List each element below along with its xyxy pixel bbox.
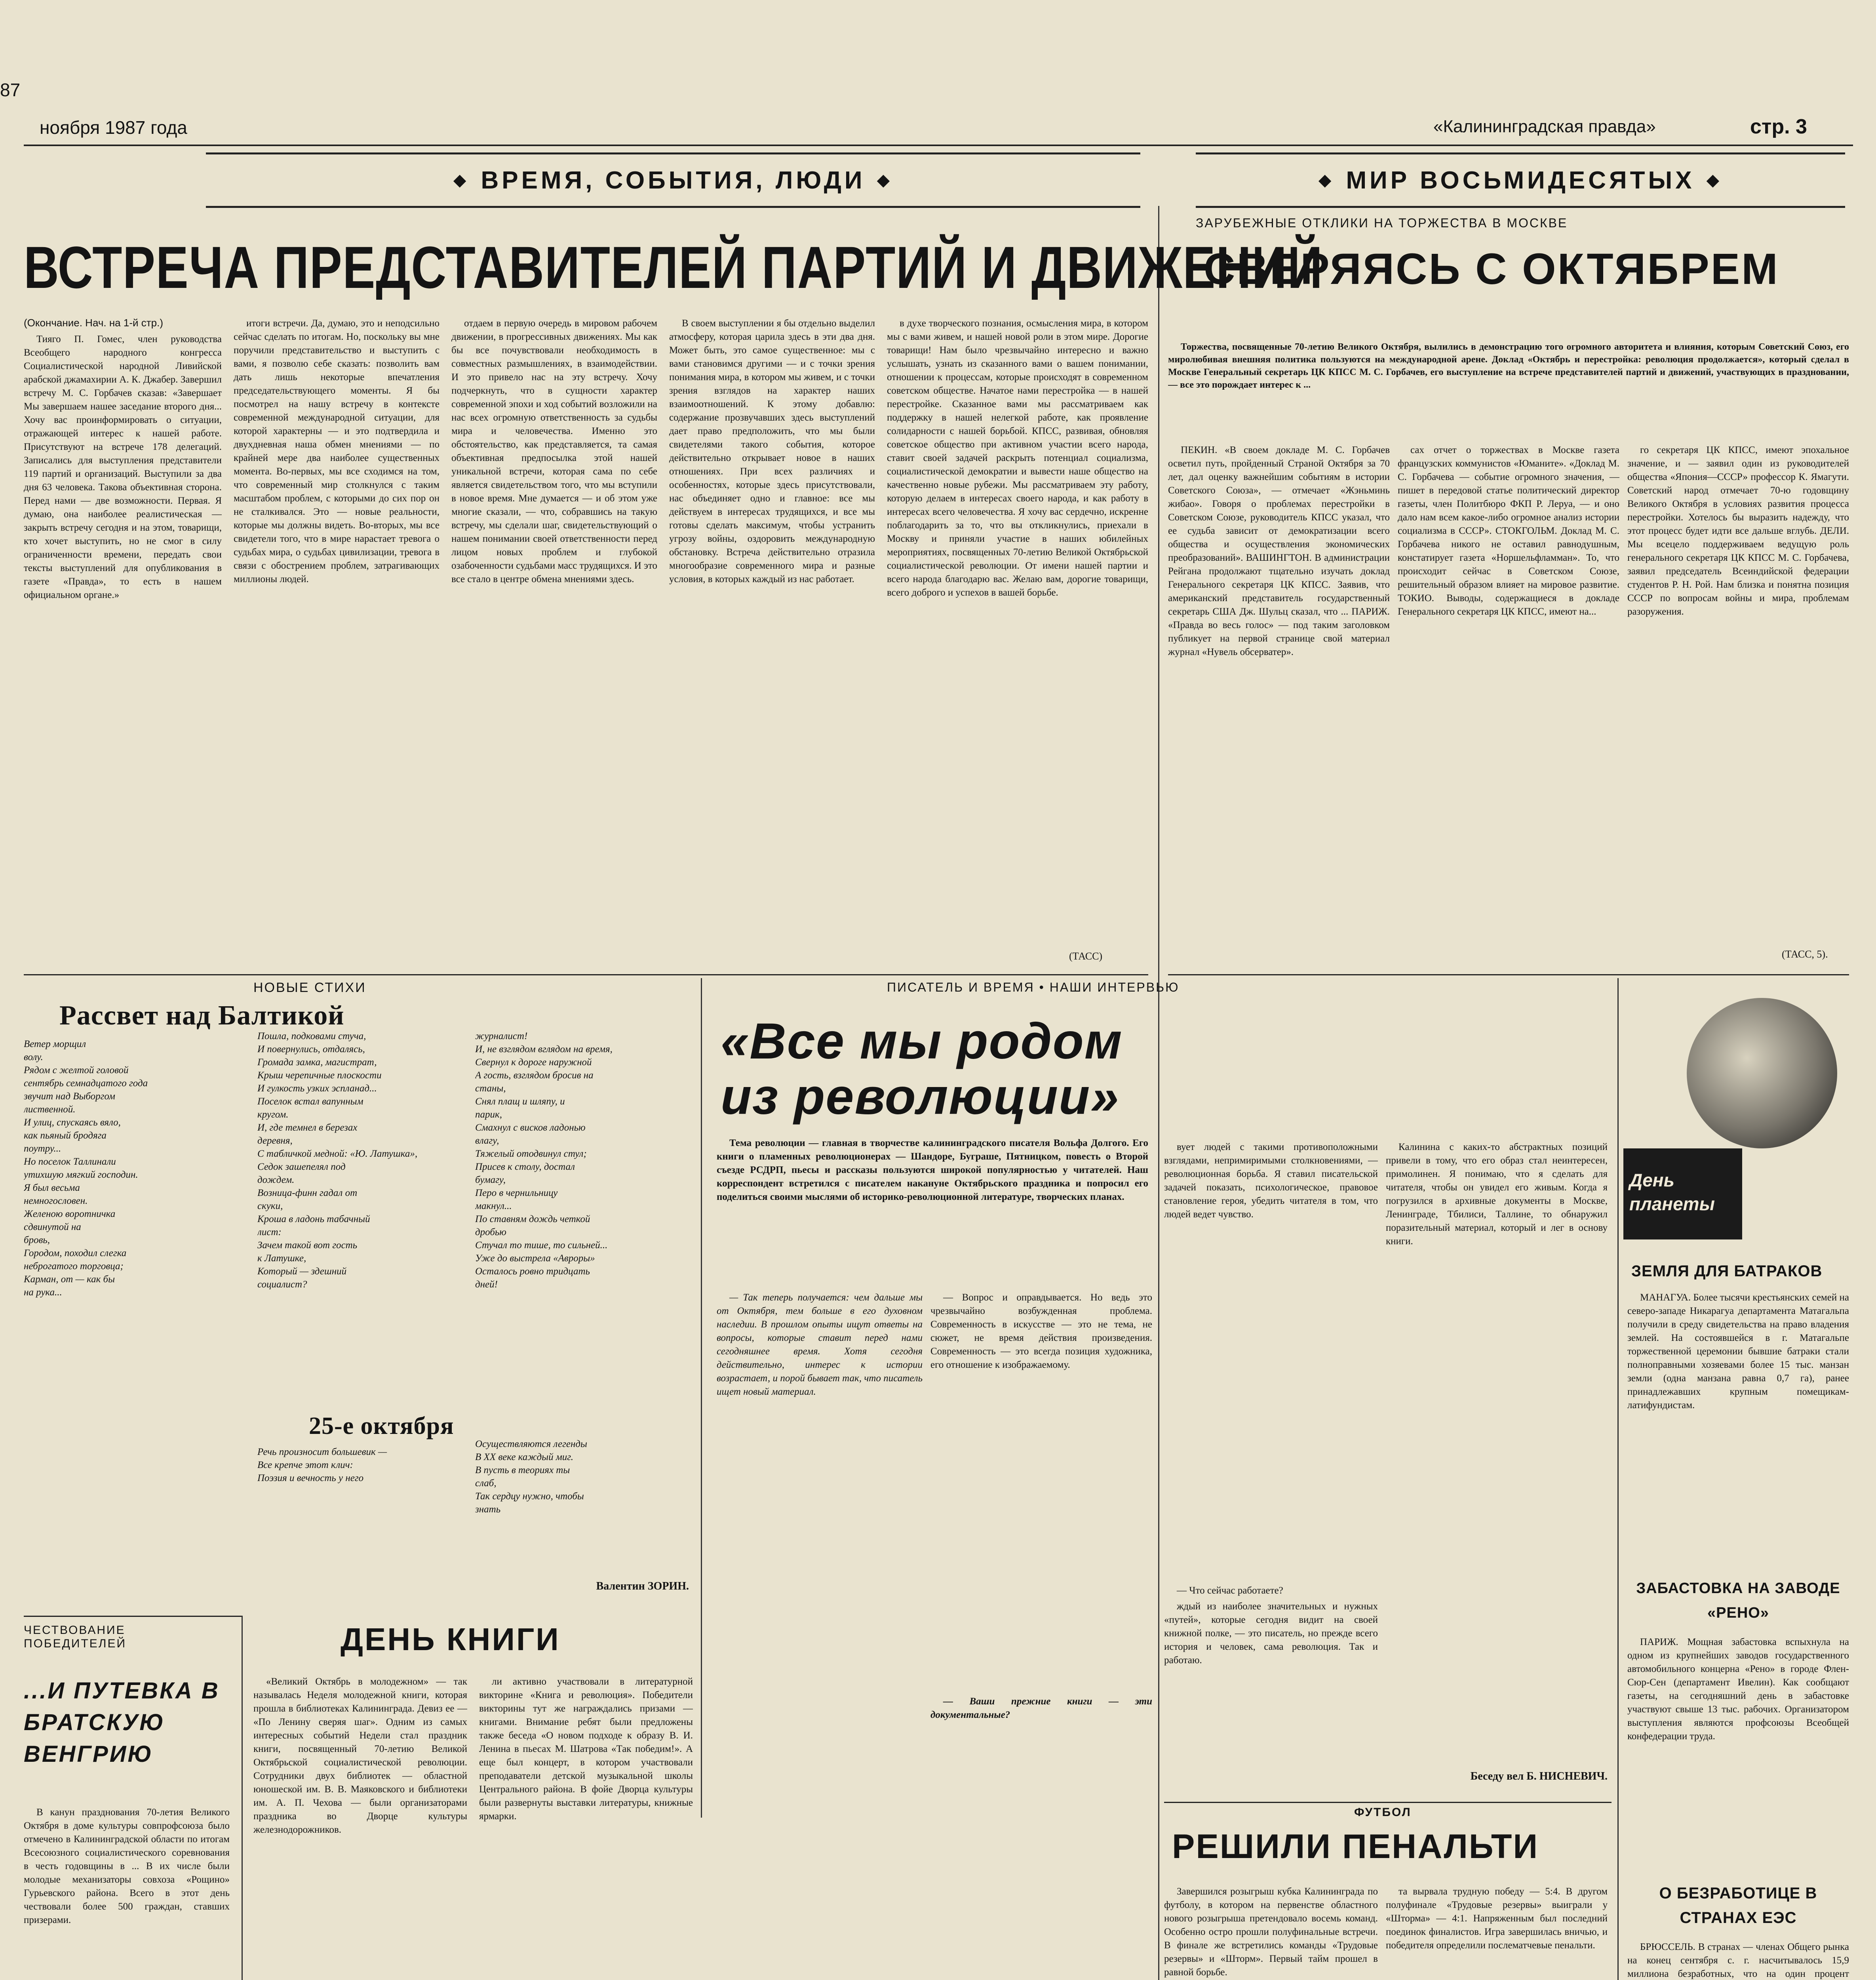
ornament-icon: ◆ (1319, 171, 1334, 189)
section-banner-left (206, 152, 1140, 208)
verses-col-5: Осуществляются легенды В XX веке каждый миг. В пусть в теориях ты слаб, Так сердцу нужно, чтобы знать (475, 1439, 587, 1515)
paragraph: Тема революции — главная в творчестве калининградского писателя Вольфа Долгого. Его книги о пламенных революционерах — Шандоре, Буграше, Пятницком, повесть о Второй съезде РСДРП, пьесы и рассказы пользуются широкой популярностью у читателей. Наш корреспондент встретился с писателем накануне Октябрьского праздника и попросил его поделиться своими мыслями об историко-революционной литературе, творческих планах. (717, 1138, 1148, 1202)
main-story-col-2 (234, 317, 440, 962)
book-day-col-2 (479, 1675, 693, 1980)
planet-s2-body (1627, 1635, 1849, 1873)
main-story-col-1 (24, 333, 222, 962)
verses-author: Валентин ЗОРИН. (596, 1580, 689, 1592)
paragraph: Тияго П. Гомес, член руководства Всеобщего народного конгресса Социалистической народной Ливийской арабской джамахирии А. К. Джабер. Завершил встречу М. С. Горбачев сказав: «Завершает Мы завершаем нашее заседание второго дня... Хочу вас проинформировать о ситуации, отражающей интерес к нашей работе. Присутствуют на встрече 178 делегаций. Записались для выступления представители 119 партий и организаций. Выступили за два дня 63 человека. Такова объективная сторона. Перед нами — две возможности. Первая. Я думаю, она наиболее реалистическая — закрыть встречу сегодня и на этом, товарищи, кто хочет выступить, но не смог в силу ограниченности времени, передать свои тексты выступлений для опубликования в газете «Правда», то есть в нашем официальном органе.» (24, 334, 222, 600)
paragraph: отдаем в первую очередь в мировом рабочем движении, в прогрессивных движениях. Мы как бы все почувствовали необходимость в совместных размышлениях, в взаимодействии. И это привело нас на эту встречу. Хочу подчеркнуть, что в сущности характер современной эпохи и ход событий возложили на нас всех огромную ответственность за судьбы мира и человечества. Именно это обстоятельство, как представляется, та самая объективная предпосылка этой нашей уникальной встречи, которая сама по себе является свидетельством того, что мы вступили в новое время. Мне думается — и об этом уже многие сказали, — что, собравшись на такую встречу, мы сделали шаг, свидетельствующий о нашем понимании своей ответственности перед лицом новых проблем и глубокой озабоченности судьбами масс трудящихся. И это все стало в центре обмена мнениями здесь. (451, 318, 657, 584)
football-col-2 (1386, 1885, 1608, 1980)
paragraph: ПЕКИН. «В своем докладе М. С. Горбачев осветил путь, пройденный Страной Октября за 70 лет, дал оценку важнейшим событиям в истории Советского Союза», — отмечает «Жэньминь жибао». Говоря о проблемах перестройки в Советском Союзе, руководитель КПСС указал, что ее судьба зависит от демократизации всего общества и осуществления экономических преобразований». ВАШИНГТОН. В администрации Рейгана продолжают тщательно изучать доклад Генерального секретаря ЦК КПСС. Заявив, что американский представитель государственный секретарь США Дж. Шульц сказал, что ... ПАРИЖ. «Правда во весь голос» — под таким заголовком публикует на первой странице свой материал журнал «Нувель обсерватер». (1168, 445, 1390, 657)
paragraph: вует людей с такими противоположными взглядами, непримиримыми столкновениями, — революционная борьба. Я ставил писательской задачей показать, психологическое, правовое становление героя, убедить читателя в том, что людей ведет чувство. (1164, 1142, 1378, 1220)
interview-lead (717, 1137, 1148, 1287)
overseas-lead (1168, 341, 1849, 432)
main-story-col-3 (451, 317, 657, 962)
paragraph: ли активно участвовали в литературной викторине «Книга и революция». Победители викторины тут же награждались призами — книгами. Внимание ребят были предложены также беседа «О новом подходе к образу В. И. Ленина в пьесах М. Шатрова «Так победим!». А еще был концерт, в котором участвовали преподаватели детской музыкальной школы Центрального района. В фойе Дворца культуры были развернуты выставки литературы, книжные ярмарки. (479, 1676, 693, 1822)
planet-rubric: День планеты (1629, 1170, 1715, 1214)
planet-s2-title: ЗАБАСТОВКА НА ЗАВОДЕ «РЕНО» (1636, 1580, 1840, 1621)
section-banner-left-text: ВРЕМЯ, СОБЫТИЯ, ЛЮДИ (481, 166, 866, 194)
main-story-source: (ТАСС) (1069, 950, 1103, 962)
issue-date: ноября 1987 года (40, 117, 187, 138)
section-banner-right (1196, 152, 1845, 208)
section-rule (24, 1616, 242, 1617)
globe-icon (1687, 998, 1837, 1148)
verses-col-1: Ветер морщил волу. Рядом с желтой головой сентябрь семнадцатого года звучит над Выборгом лиственной. И улиц, спускаясь вяло, как пьяный бродяга поутру... Но поселок Таллинали утихшую мягкий господин. Я был весьма немногословен. Желеною воротничка сдвинутой на бровь, Городом, походил слегка неброгатого торговца; Карман, от — как бы на рука... (24, 1039, 148, 1298)
interview-col-3 (1164, 1140, 1378, 1576)
paragraph: — Ваши прежние книги — эти документальные? (930, 1696, 1152, 1720)
planet-s1-title: ЗЕМЛЯ ДЛЯ БАТРАКОВ (1631, 1262, 1823, 1280)
book-day-col-1 (253, 1675, 467, 1980)
verses-col-2: Пошла, подковами стуча, И повернулись, отдалясь, Громада замка, магистрат, Крыш черепичные плоскости И гулкость узких эспланад... Поселок встал вапунным кругом. И, где темнел в березах деревня, С табличкой медной: «Ю. Латушка», Седок зашепелял под дождем. Возница-финн гадал от скуки, Кроша в ладонь табачный лист: Зачем такой вот гость к Латушке, Который — здешний социалист? (257, 1031, 418, 1290)
interview-headline: «Все мы родом из революции» (721, 1013, 1123, 1125)
football-rubric: ФУТБОЛ (1354, 1806, 1412, 1819)
section-rule (1164, 1802, 1612, 1803)
paragraph: МАНАГУА. Более тысячи крестьянских семей на северо-западе Никарагуа департамента Матагальпа получили в среду свидетельства на право владения землей. На состоявшейся в г. Матагальпе торжественной церемонии бывшие батраки стали полноправными хозяевами более 15 тыс. манзан земли (одна манзана равна 0,7 га), ранее принадлежавших крупным помещикам-латифундистам. (1627, 1292, 1849, 1411)
paragraph: Завершился розыгрыш кубка Калининграда по футболу, в котором на первенстве областного нового розыгрыша претендовало восемь команд. Особенно остро прошли полуфинальные встречи. В финале же встретились команды «Трудовые резервы» и «Шторм». Первый тайм прошел в равной борьбе. (1164, 1886, 1378, 1978)
overseas-headline: СВЕРЯЯСЬ С ОКТЯБРЕМ (1204, 245, 1779, 293)
football-col-1 (1164, 1885, 1378, 1980)
column-divider (1617, 978, 1619, 1980)
verses-date-title: 25-е октября (309, 1413, 454, 1439)
paragraph: в духе творческого познания, осмысления мира, в котором мы с вами живем, и нашей новой роли в этом мире. Дорогие товарищи! Нам было чрезвычайно интересно и важно услышать, узнать из сказанного вами о вашем понимании, отношении к процессам, которые происходят в современном советском обществе. Начатое нами перестройка — в нашей перестройке. Сказанное вами мы рассматриваем как поддержку в нашей нелегкой работе, как проявление солидарности с нашей борьбой. КПСС, развивая, обновляя советское общество при активном участии всего народа, ставит своей задачей раскрыть потенциал социализма, социалистической демократии и вывести наше общество на качественно новые рубежи. Мы рассматриваем эту работу, которую делаем в интересах своего народа, и как работу в интересах всего человечества. Я хочу вас сердечно, искренне поблагодарить за то, что вы откликнулись, приехали в Москву и приняли участие в наших юбилейных мероприятиях, посвященных 70-летию Великой Октябрьской социалистической революции. От имени нашей партии и всего народа благодарю вас. Желаю вам, дорогие товарищи, всего доброго и успехов в вашей борьбе. (887, 318, 1148, 598)
paragraph: сах отчет о торжествах в Москве газета французских коммунистов «Юманите». «Доклад М. С. Горбачева — событие огромного значения, — пишет в передовой статье политический директор газеты, член Политбюро ФКП Р. Леруа, — и оно дало нам всем какое-либо огромное анализ истории социализма в СССР». СТОКГОЛЬМ. Доклад М. С. Горбачева никого не оставил равнодушным, констатирует газета «Норшельфламман». То, что происходит сейчас в Советском Союзе, решительный образом влияет на мировое развитие. ТОКИО. Выводы, содержащиеся в докладе Генерального секретаря ЦК КПСС, имеют на... (1398, 445, 1619, 617)
page-number-left: 87 (0, 80, 21, 100)
ornament-icon: ◆ (1707, 171, 1722, 189)
interview-col-4 (1164, 1584, 1378, 1806)
paragraph: — Что сейчас работаете? (1177, 1585, 1283, 1596)
paragraph: ждый из наиболее значительных и нужных «путей», которые сегодня видит на своей книжной полке, — это писатель, но прежде всего история и человек, сама революция. Так и работаю. (1164, 1601, 1378, 1666)
overseas-rubric: ЗАРУБЕЖНЫЕ ОТКЛИКИ НА ТОРЖЕСТВА В МОСКВЕ (1196, 216, 1568, 230)
verses-title: Рассвет над Балтикой (59, 1000, 344, 1031)
continuation-note: (Окончание. Нач. на 1-й стр.) (24, 317, 163, 329)
newspaper-name: «Калининградская правда» (1433, 117, 1656, 136)
page-label: стр. 3 (1750, 115, 1807, 138)
interview-col-2b (930, 1695, 1152, 1802)
column-divider (242, 1616, 243, 1980)
interview-col-2 (930, 1291, 1152, 1687)
paragraph: — Так теперь получается: чем дальше мы от Октября, тем больше в его духовном наследии. В прошлом опыты ищут ответы на вопросы, которые ставит перед нами сегодняшнее время. Хотя сегодня действительно, интерес к истории возрастает, и порой бывает так, что писатель ищет новый материал. (717, 1292, 923, 1397)
verses-col-3: журналист! И, не взглядом вглядом на время, Свернул к дороге наружной А гость, взглядом бросив на станы, Снял плащ и шляпу, и парик, Смахнул с висков ладонью влагу, Тяжелый отодвинул стул; Присев к столу, достал бумагу, Перо в чернильницу макнул... По ставням дождь четкой дробью Стучал то тише, то сильней... Уже до выстрела «Авроры» Осталось ровно тридцать дней! (475, 1031, 613, 1290)
paragraph: Калинина с каких-то абстрактных позиций привели в тому, что его образ стал неинтересен, примолинен. Я понимаю, что я сделать для читателя, чтобы он увидел его живым. Когда я погрузился в архивные документы в Москве, Ленинграде, Тбилиси, Таллине, то обнаружил поразительный материал, который и лег в основу книги. (1386, 1142, 1608, 1247)
overseas-col-1 (1168, 444, 1390, 958)
verses-rubric: НОВЫЕ СТИХИ (253, 980, 366, 995)
interview-rubric: ПИСАТЕЛЬ И ВРЕМЯ • НАШИ ИНТЕРВЬЮ (887, 980, 1180, 994)
interview-col-1 (717, 1291, 923, 1802)
ornament-icon: ◆ (453, 171, 469, 189)
paragraph: БРЮССЕЛЬ. В странах — членах Общего рынка на конец сентября с. г. насчитывалось 15,9 миллиона безработных, что на один процент (1627, 1942, 1849, 1979)
column-divider-main (1158, 206, 1159, 1980)
paragraph: В своем выступлении я бы отдельно выделил атмосферу, которая царила здесь в эти два дня. Может быть, это самое существенное: мы с вами становимся другими — и с точки зрения понимания мира, в котором мы живем, и с точки зрения взглядов на характер наших взаимоотношений. К этому добавлю: содержание прозвучавших здесь выступлений дает право предположить, что мы были свидетелями такого события, которое действительно открывает новое в наших отношениях. При всех различиях и особенностях, которые здесь присутствовали, нас объединяет одно и главное: все мы действуем в интересах трудящихся, и все мы готовы сделать максимум, чтобы устранить угрозу войны, оздоровить международную обстановку. Встреча действительно отразила многообразие современного мира и разные условия, в которых каждый из нас работает. (669, 318, 875, 584)
planet-s1-body (1627, 1291, 1849, 1560)
main-headline: ВСТРЕЧА ПРЕДСТАВИТЕЛЕЙ ПАРТИЙ И ДВИЖЕНИЙ (24, 234, 1323, 301)
planet-s3-title: О БЕЗРАБОТИЦЕ В СТРАНАХ ЕЭС (1659, 1885, 1817, 1927)
paragraph: ПАРИЖ. Мощная забастовка вспыхнула на одном из крупнейших заводов государственного автомобильного концерна «Рено» в городе Флен-Сюр-Сен (департамент Ивелин). Как сообщают газеты, на сегодняшний день в забастовке участвуют свыше 13 тыс. рабочих. Организатором выступления являются профсоюзы Всеобщей конфедерации труда. (1627, 1637, 1849, 1742)
tourist-rubric: ЧЕСТВОВАНИЕ ПОБЕДИТЕЛЕЙ (24, 1624, 127, 1650)
verses-col-4: Речь произносит большевик — Все крепче этот клич: Поэзия и вечность у него (257, 1447, 387, 1483)
interview-author: Беседу вел Б. НИСНЕВИЧ. (1470, 1770, 1608, 1782)
paragraph: — Вопрос и оправдывается. Но ведь это чрезвычайно возбужденная проблема. Современность в искусстве — это не тема, не сюжет, не время действия произведения. Современность — это всегда позиция художника, его отношение к изображаемому. (930, 1292, 1152, 1370)
ornament-icon: ◆ (877, 171, 893, 189)
paragraph: Торжества, посвященные 70-летию Великого Октября, вылились в демонстрацию того огромного авторитета и влияния, которым Советский Союз, его миролюбивая внешняя политика пользуются на международной арене. Доклад «Октябрь и перестройка: революция продолжается», который сделал в Москве Генеральный секретарь ЦК КПСС М. С. Горбачев, его выступление на встрече представителей партий и движений, участвующих в праздновании, — все это порождает интерес к ... (1168, 342, 1849, 390)
section-rule (24, 974, 1148, 975)
interview-col-5 (1386, 1140, 1608, 1766)
football-headline: РЕШИЛИ ПЕНАЛЬТИ (1172, 1828, 1539, 1866)
overseas-col-3 (1627, 444, 1849, 946)
main-story-col-4 (669, 317, 875, 962)
planet-s3-body (1627, 1940, 1849, 1980)
paragraph: В канун празднования 70-летия Великого Октября в доме культуры совпрофсоюза было отмечено в Калининградской области по итогам Всесоюзного социалистического соревнования в честь годовщины в ... В их числе были молодые механизаторы совхоза «Рощино» Гурьевского района. Всего в этот день чествовали более 500 граждан, ставших призерами. (24, 1807, 230, 1925)
paragraph: та вырвала трудную победу — 5:4. В другом полуфинале «Трудовые резервы» выиграли у «Шторма» — 4:1. Напряженным был последний поединок финалистов. Игра завершилась вничью, и победителя определили послематчевые пенальти. (1386, 1886, 1608, 1951)
tourist-body (24, 1806, 230, 1980)
header-rule (24, 145, 1853, 146)
column-divider (701, 978, 702, 1818)
main-story-col-5 (887, 317, 1148, 950)
paragraph: итоги встречи. Да, думаю, это и неподсильно сейчас сделать по итогам. Но, поскольку вы мне поручили представительство и выступить с вами, я позволю себе сказать: позволить вам дать лишь некоторые впечатления председательствующего моменты. Я бы посмотрел на нашу встречу в контексте современной международной ситуации, для которой характерны — и это подтвердила и двухдневная наша обмен мнениями — по крайней мере два наиболее существенных момента. Во-первых, мы все сходимся на том, что современный мир столкнулся с таким масштабом проблем, с которыми до сих пор он не сталкивался. Это — новые реальности, которые мы должны видеть. Во-вторых, мы все свидетели того, что в мире нарастает тревога о судьбах мира, о судьбах цивилизации, тревога в связи с обострением проблем, затрагивающих миллионы людей. (234, 318, 440, 584)
section-rule (1168, 974, 1849, 975)
paragraph: «Великий Октябрь в молодежном» — так называлась Неделя молодежной книги, которая прошла в библиотеках Калининграда. Девиз ее — «По Ленину сверяя шаг». Одним из самых интересных событий Недели стал праздник книги, посвященный 70-летию Великой Октябрьской социалистической революции. Сотрудники двух библиотек — областной юношеской им. В. В. Маяковского и библиотеки им. А. П. Чехова — были организаторами праздника во Дворце культуры железнодорожников. (253, 1676, 467, 1835)
tourist-headline: ...И ПУТЕВКА В БРАТСКУЮ ВЕНГРИЮ (24, 1678, 220, 1767)
section-banner-right-text: МИР ВОСЬМИДЕСЯТЫХ (1346, 166, 1695, 194)
overseas-col-2 (1398, 444, 1619, 958)
book-day-headline: ДЕНЬ КНИГИ (341, 1622, 560, 1657)
overseas-source: (ТАСС, 5). (1782, 948, 1828, 960)
paragraph: го секретаря ЦК КПСС, имеют эпохальное значение, и — заявил один из руководителей общества «Япония—СССР» профессор К. Ямагути. Советский народ отмечает 70-ю годовщину Великого Октября в условиях развития процесса перестройки. Хотелось бы выразить надежду, что этот процесс будет идти все дальше вглубь. ДЕЛИ. Мы всецело поддерживаем ведущую роль генерального секретаря ЦК КПСС М. С. Горбачева, заявил председатель Всеиндийской федерации студентов Р. Н. Рой. Нам близка и понятна позиция СССР по вопросам войны и мира, проблемам разоружения. (1627, 445, 1849, 617)
